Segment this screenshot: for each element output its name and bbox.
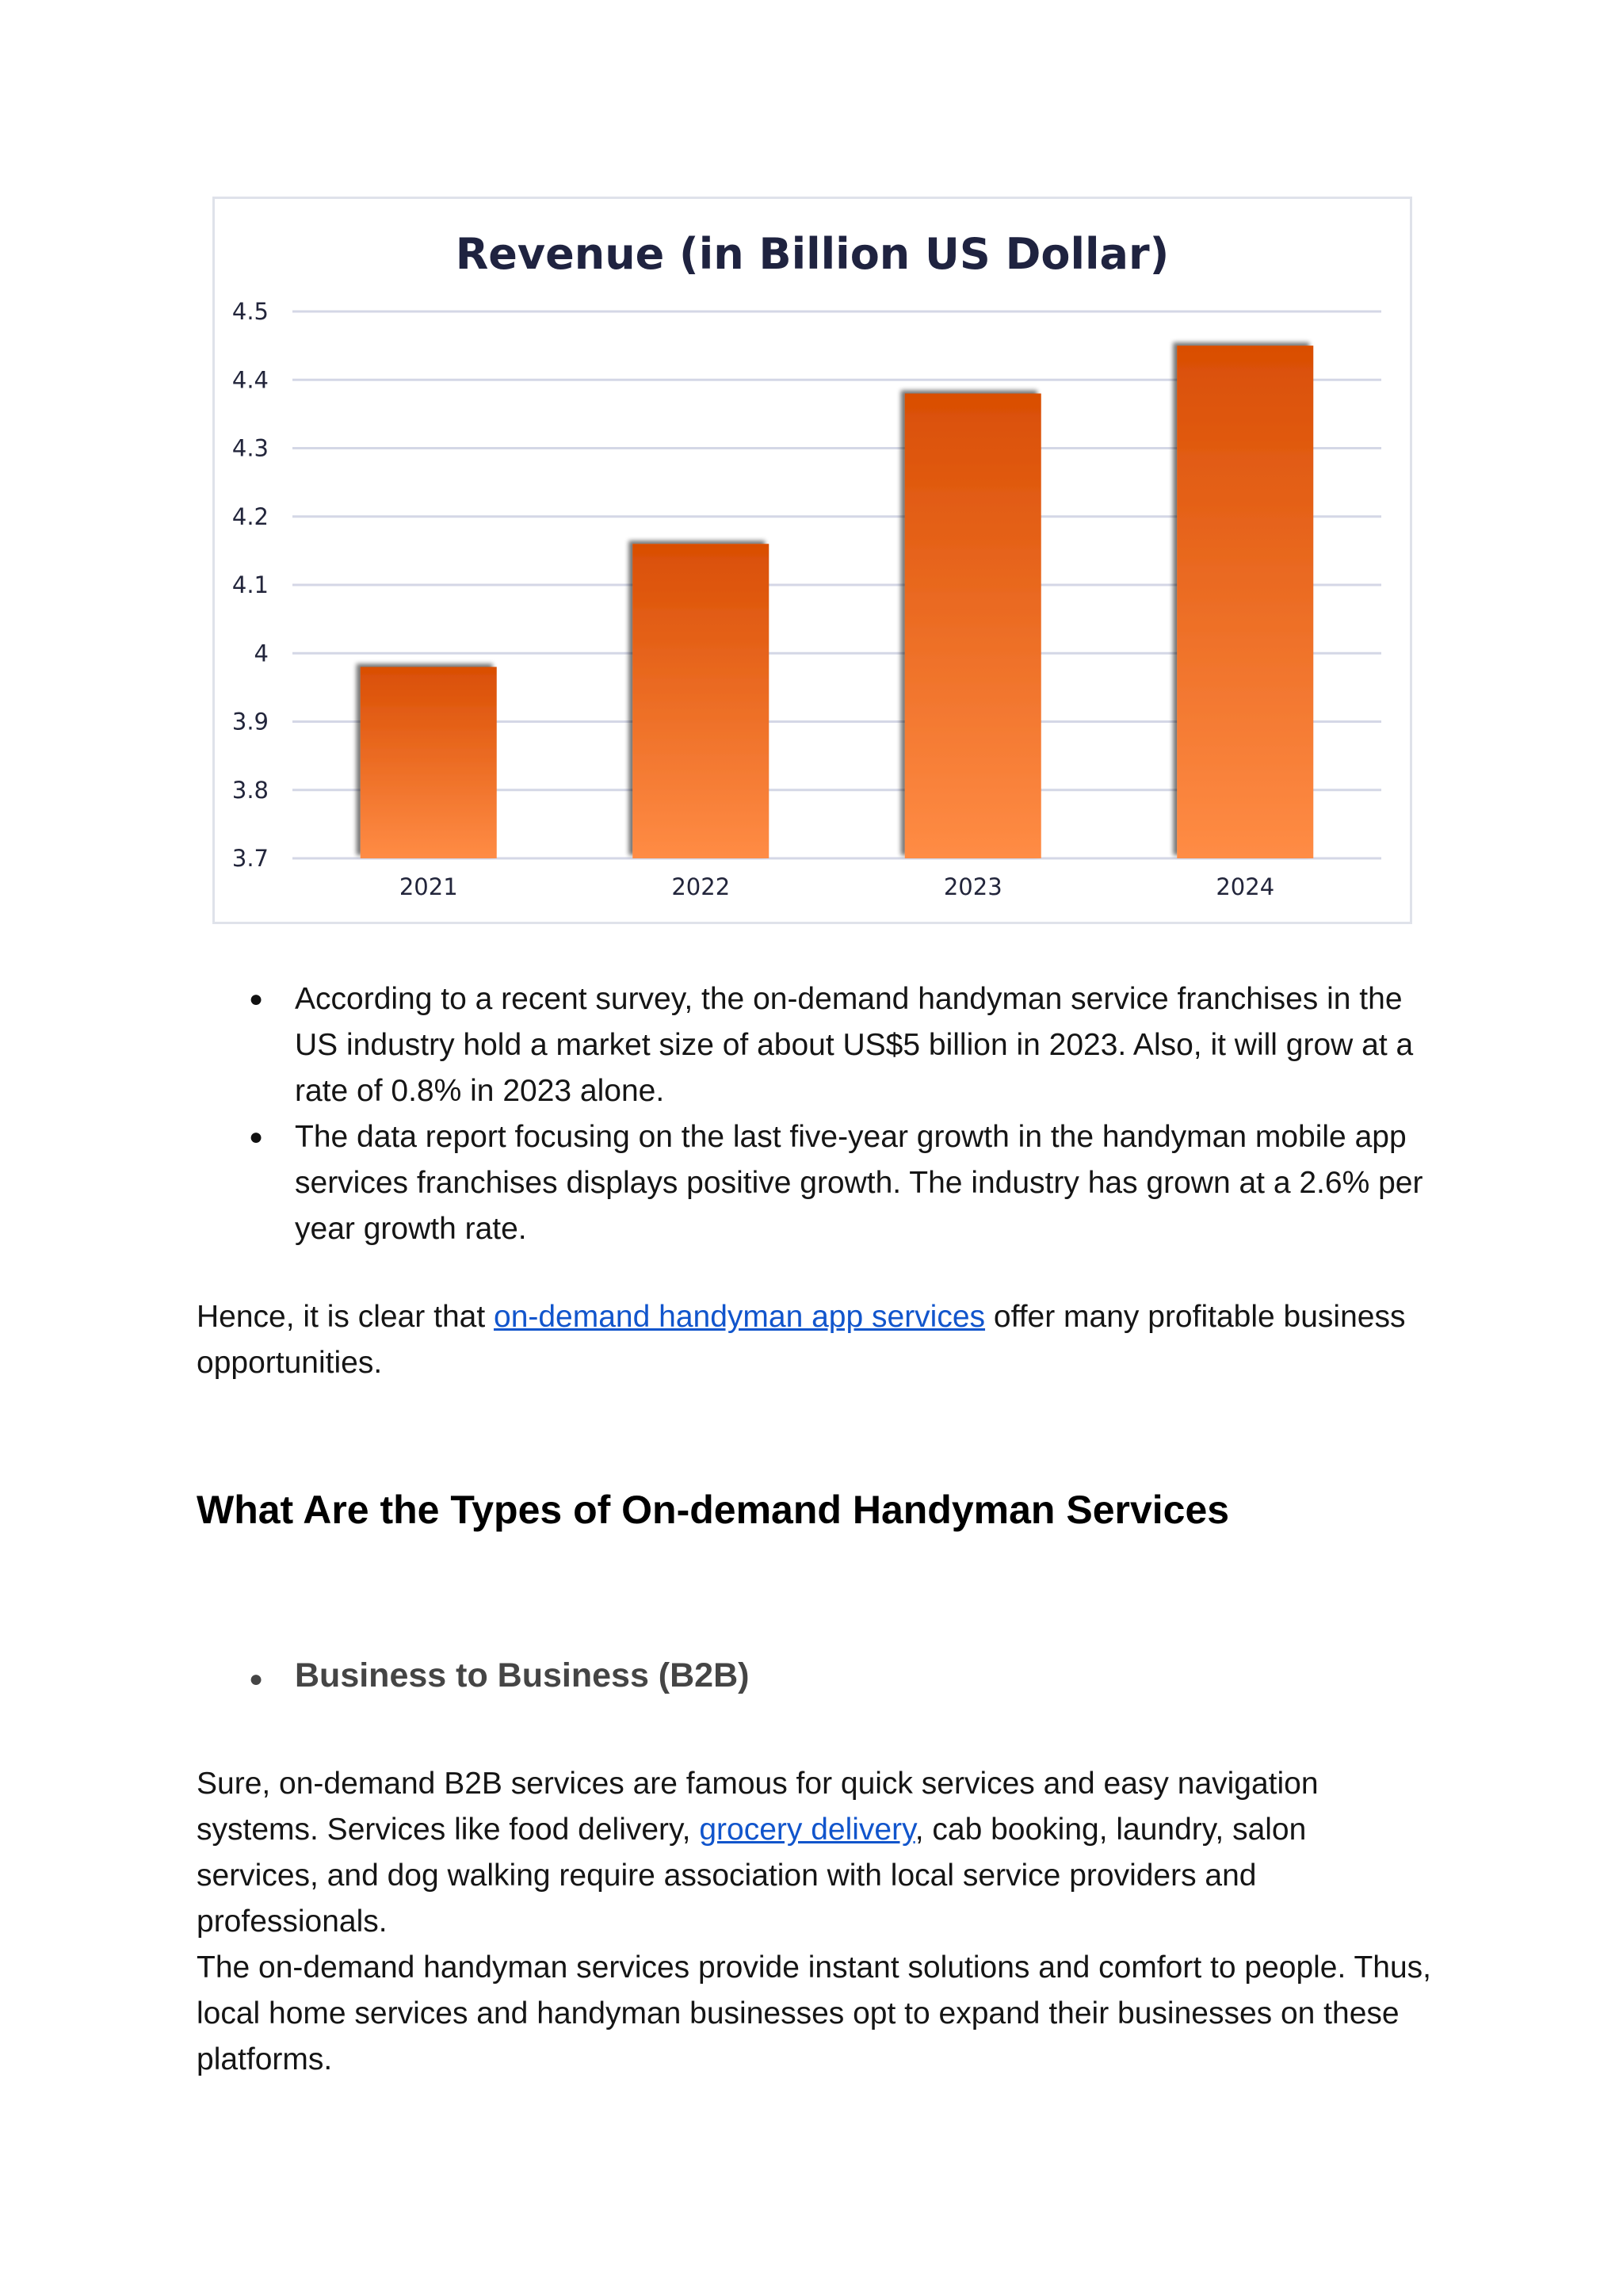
subheading-b2b: [238, 1656, 749, 1695]
y-tick-label: 4.3: [231, 434, 269, 462]
paragraph-text: offer many profitable business opportunities.: [197, 1300, 1406, 1380]
y-tick-label: 4: [254, 640, 269, 667]
bullet-icon: ●: [249, 1124, 264, 1150]
bar-2023: [905, 394, 1041, 859]
chart-title: Revenue (in Billion US Dollar): [455, 229, 1170, 279]
paragraph-text: , cab booking, laundry, salon services, and dog walking require association with local service providers and professionals.: [197, 1813, 1307, 1939]
b2b-paragraph: [197, 1761, 1433, 1945]
x-tick-label: 2022: [671, 873, 731, 900]
y-tick-label: 4.1: [231, 571, 269, 598]
stats-bullet-list: [238, 976, 1442, 1252]
y-axis-ticks: [232, 298, 269, 872]
bar-2024: [1177, 346, 1313, 858]
y-tick-label: 4.5: [231, 298, 269, 325]
revenue-chart: [212, 197, 1412, 924]
handyman-app-services-link[interactable]: on-demand handyman app services: [494, 1300, 986, 1334]
subheading-text: Business to Business (B2B): [295, 1656, 750, 1694]
paragraph-text: Hence, it is clear that: [197, 1300, 494, 1334]
bullet-item: [238, 1114, 1442, 1252]
grocery-delivery-link[interactable]: grocery delivery: [699, 1813, 915, 1847]
y-tick-label: 3.8: [231, 776, 269, 804]
x-tick-label: 2023: [943, 873, 1002, 900]
y-tick-label: 3.9: [231, 708, 269, 735]
paragraph-text: Sure, on-demand B2B services are famous for quick services and easy navigation systems. Services like food delivery,: [197, 1767, 1319, 1847]
bullet-text: The data report focusing on the last five-year growth in the handyman mobile app services franchises displays positive growth. The industry has grown at a 2.6% per year growth rate.: [295, 1120, 1423, 1246]
section-heading: What Are the Types of On-demand Handyman Services: [197, 1488, 1230, 1532]
x-tick-label: 2024: [1216, 873, 1275, 900]
handyman-paragraph: The on-demand handyman services provide instant solutions and comfort to people. Thus, local home services and handyman businesses opt to expand their businesses on these platforms.: [197, 1950, 1432, 2076]
bullet-icon: ●: [249, 1666, 264, 1692]
y-tick-label: 4.4: [231, 366, 269, 394]
revenue-chart-svg: [215, 199, 1410, 922]
chart-bars: [361, 346, 1314, 858]
bar-2022: [632, 544, 769, 858]
x-tick-label: 2021: [399, 873, 458, 900]
conclusion-paragraph: [197, 1294, 1433, 1386]
y-tick-label: 4.2: [231, 502, 269, 530]
bullet-text: According to a recent survey, the on-demand handyman service franchises in the US industry hold a market size of about US$5 billion in 2023. Also, it will grow at a rate of 0.8% in 2023 alone.: [295, 982, 1414, 1108]
y-tick-label: 3.7: [231, 845, 269, 872]
bar-2021: [361, 667, 497, 859]
bullet-icon: ●: [249, 986, 264, 1012]
bullet-item: [238, 976, 1442, 1114]
x-axis-ticks: [399, 873, 1274, 900]
